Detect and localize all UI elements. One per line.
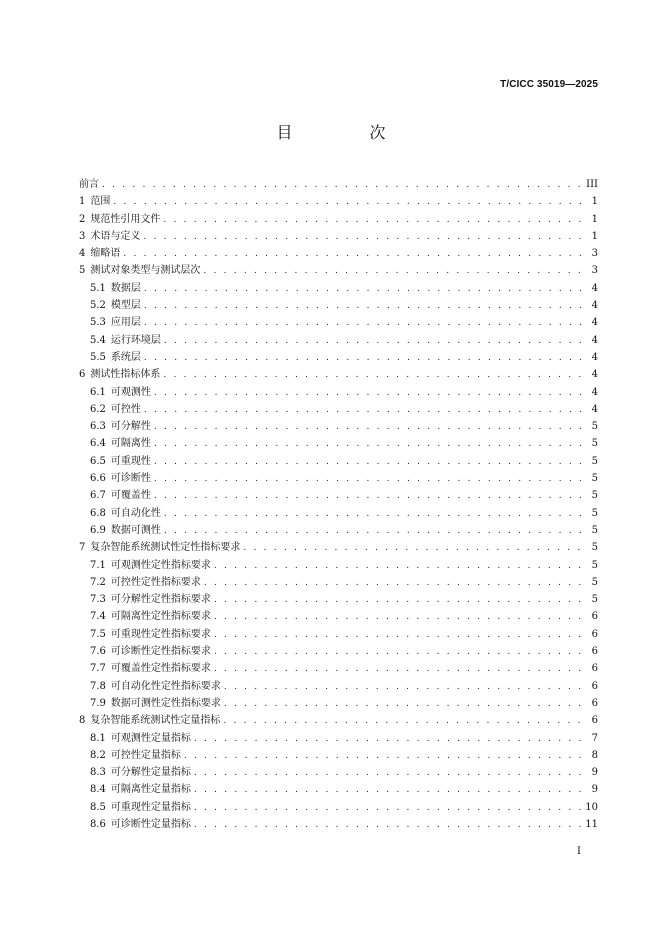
toc-entry-page: 4 bbox=[591, 334, 598, 346]
toc-entry-number: 7.5 bbox=[90, 628, 106, 640]
toc-entry-number: 5.1 bbox=[90, 282, 106, 294]
toc-entry-number: 6.9 bbox=[90, 524, 106, 536]
document-id: T/CICC 35019—2025 bbox=[500, 79, 598, 90]
toc-entry-page: III bbox=[586, 179, 598, 190]
toc-entry[interactable] bbox=[79, 418, 598, 435]
toc-entry-page: 10 bbox=[585, 801, 598, 813]
toc-entry[interactable] bbox=[79, 470, 598, 487]
toc-entry-label: 测试性指标体系 bbox=[90, 369, 161, 381]
dot-leader bbox=[194, 782, 587, 799]
toc-entry[interactable] bbox=[79, 712, 598, 729]
toc-entry-page: 4 bbox=[591, 351, 598, 363]
toc-entry[interactable] bbox=[79, 608, 598, 625]
toc-entry-page: 5 bbox=[591, 542, 598, 554]
toc-entry-page: 4 bbox=[591, 403, 598, 415]
toc-entry-label: 可分解性定量指标 bbox=[110, 767, 191, 779]
toc-entry-number: 6.7 bbox=[90, 490, 106, 502]
toc-entry[interactable] bbox=[79, 435, 598, 452]
toc-entry-page: 5 bbox=[591, 594, 598, 606]
toc-entry-label: 可观测性 bbox=[110, 386, 151, 398]
toc-entry-page: 5 bbox=[591, 524, 598, 536]
toc-entry-label: 缩略语 bbox=[90, 248, 121, 260]
dot-leader bbox=[123, 246, 587, 263]
toc-entry-number: 5.2 bbox=[90, 300, 106, 312]
toc-entry-label: 数据可测性定性指标要求 bbox=[110, 697, 221, 709]
toc-entry[interactable] bbox=[79, 314, 598, 331]
toc-entry-label: 运行环境层 bbox=[110, 334, 161, 346]
toc-entry-label: 规范性引用文件 bbox=[90, 213, 161, 225]
toc-entry-label: 系统层 bbox=[110, 351, 141, 363]
toc-entry-number: 6.3 bbox=[90, 421, 106, 433]
toc-entry[interactable] bbox=[79, 591, 598, 608]
toc-entry-number: 8.1 bbox=[90, 732, 106, 744]
toc-entry-label: 可隔离性定量指标 bbox=[110, 784, 191, 796]
toc-entry-number: 8 bbox=[79, 715, 86, 727]
dot-leader bbox=[102, 177, 583, 194]
toc-entry-label: 术语与定义 bbox=[90, 230, 141, 242]
toc-entry-label: 可重现性定量指标 bbox=[110, 801, 191, 813]
toc-entry[interactable] bbox=[79, 297, 598, 314]
toc-entry-number: 8.2 bbox=[90, 749, 106, 761]
toc-entry[interactable] bbox=[79, 781, 598, 798]
toc-entry[interactable] bbox=[79, 176, 598, 193]
toc-entry-label: 前言 bbox=[79, 179, 99, 190]
toc-entry-number: 8.4 bbox=[90, 784, 106, 796]
toc-entry-number: 7.2 bbox=[90, 576, 106, 588]
toc-entry-page: 1 bbox=[591, 196, 598, 208]
dot-leader bbox=[154, 436, 587, 453]
toc-entry-label: 数据层 bbox=[110, 282, 141, 294]
toc-entry[interactable] bbox=[79, 228, 598, 245]
dot-leader bbox=[144, 315, 587, 332]
toc-entry-number: 6.8 bbox=[90, 507, 106, 519]
toc-entry-page: 5 bbox=[591, 559, 598, 571]
toc-entry[interactable] bbox=[79, 332, 598, 349]
toc-entry[interactable] bbox=[79, 643, 598, 660]
toc-entry-page: 4 bbox=[591, 369, 598, 381]
toc-entry-label: 可自动化性 bbox=[110, 507, 161, 519]
dot-leader bbox=[214, 661, 587, 678]
toc-entry-page: 5 bbox=[591, 455, 598, 467]
dot-leader bbox=[143, 229, 587, 246]
toc-entry-page: 11 bbox=[585, 818, 598, 830]
toc-entry-page: 9 bbox=[591, 767, 598, 779]
toc-entry-number: 2 bbox=[79, 213, 86, 225]
toc-entry[interactable] bbox=[79, 747, 598, 764]
dot-leader bbox=[214, 627, 587, 644]
dot-leader bbox=[154, 385, 587, 402]
toc-entry-number: 1 bbox=[79, 196, 86, 208]
toc-entry-number: 7.4 bbox=[90, 611, 106, 623]
toc-entry-label: 数据可测性 bbox=[110, 524, 161, 536]
toc-entry-number: 6.2 bbox=[90, 403, 106, 415]
toc-entry[interactable] bbox=[79, 695, 598, 712]
toc-entry[interactable] bbox=[79, 453, 598, 470]
toc-entry-page: 6 bbox=[591, 680, 598, 692]
toc-entry-page: 1 bbox=[591, 230, 598, 242]
toc-entry[interactable] bbox=[79, 626, 598, 643]
toc-entry[interactable] bbox=[79, 505, 598, 522]
toc-entry-label: 应用层 bbox=[110, 317, 141, 329]
toc-entry-page: 4 bbox=[591, 282, 598, 294]
dot-leader bbox=[154, 419, 587, 436]
toc-entry[interactable] bbox=[79, 764, 598, 781]
toc-entry[interactable] bbox=[79, 401, 598, 418]
dot-leader bbox=[194, 731, 587, 748]
dot-leader bbox=[184, 748, 587, 765]
dot-leader bbox=[224, 679, 587, 696]
toc-entry-number: 7.8 bbox=[90, 680, 106, 692]
toc-entry-number: 6.5 bbox=[90, 455, 106, 467]
dot-leader bbox=[163, 367, 587, 384]
toc-entry-page: 5 bbox=[591, 473, 598, 485]
toc-entry-number: 8.5 bbox=[90, 801, 106, 813]
dot-leader bbox=[164, 506, 587, 523]
toc-entry-page: 9 bbox=[591, 784, 598, 796]
dot-leader bbox=[154, 488, 587, 505]
toc-entry-label: 可覆盖性 bbox=[110, 490, 151, 502]
page-title: 目 次 bbox=[276, 123, 422, 142]
toc-entry-page: 6 bbox=[591, 663, 598, 675]
toc-entry[interactable] bbox=[79, 799, 598, 816]
toc-entry-number: 4 bbox=[79, 248, 86, 260]
toc-entry-label: 可控性 bbox=[110, 403, 141, 415]
toc-entry-number: 5.5 bbox=[90, 351, 106, 363]
toc-entry-page: 4 bbox=[591, 300, 598, 312]
toc-entry-label: 可覆盖性定性指标要求 bbox=[110, 663, 211, 675]
dot-leader bbox=[214, 644, 587, 661]
toc-entry[interactable] bbox=[79, 280, 598, 297]
toc-entry-label: 范围 bbox=[90, 196, 111, 208]
dot-leader bbox=[224, 696, 587, 713]
toc-entry-page: 6 bbox=[591, 697, 598, 709]
toc-entry-number: 7.3 bbox=[90, 594, 106, 606]
toc-entry-label: 可隔离性 bbox=[110, 438, 151, 450]
dot-leader bbox=[194, 817, 582, 834]
toc-entry-page: 3 bbox=[591, 265, 598, 277]
toc-entry-number: 5.4 bbox=[90, 334, 106, 346]
dot-leader bbox=[144, 402, 587, 419]
dot-leader bbox=[164, 333, 587, 350]
dot-leader bbox=[144, 298, 587, 315]
toc-entry-page: 4 bbox=[591, 386, 598, 398]
toc-entry-label: 复杂智能系统测试性定性指标要求 bbox=[90, 542, 241, 554]
dot-leader bbox=[144, 350, 587, 367]
toc-entry-label: 可分解性定性指标要求 bbox=[110, 594, 211, 606]
dot-leader bbox=[214, 558, 587, 575]
toc-entry-number: 6 bbox=[79, 369, 86, 381]
toc-entry-label: 可重现性 bbox=[110, 455, 151, 467]
dot-leader bbox=[223, 713, 587, 730]
toc-entry-page: 5 bbox=[591, 438, 598, 450]
toc-entry-label: 可分解性 bbox=[110, 421, 151, 433]
toc-entry-page: 8 bbox=[591, 749, 598, 761]
toc-entry-number: 7.7 bbox=[90, 663, 106, 675]
toc-entry-page: 6 bbox=[591, 611, 598, 623]
dot-leader bbox=[144, 281, 587, 298]
toc-entry-label: 模型层 bbox=[110, 300, 141, 312]
toc-entry-page: 5 bbox=[591, 507, 598, 519]
toc-entry-number: 6.6 bbox=[90, 473, 106, 485]
toc-entry-page: 5 bbox=[591, 490, 598, 502]
toc-entry[interactable] bbox=[79, 678, 598, 695]
toc-entry-page: 4 bbox=[591, 317, 598, 329]
toc-entry-number: 5.3 bbox=[90, 317, 106, 329]
table-of-contents bbox=[79, 176, 598, 833]
dot-leader bbox=[243, 540, 587, 557]
toc-entry-number: 8.3 bbox=[90, 767, 106, 779]
toc-entry-label: 可控性定性指标要求 bbox=[110, 576, 201, 588]
toc-entry[interactable] bbox=[79, 522, 598, 539]
toc-entry[interactable] bbox=[79, 349, 598, 366]
toc-entry-number: 7.9 bbox=[90, 697, 106, 709]
dot-leader bbox=[194, 765, 587, 782]
toc-entry[interactable] bbox=[79, 660, 598, 677]
toc-entry-number: 3 bbox=[79, 230, 86, 242]
toc-entry[interactable] bbox=[79, 193, 598, 210]
toc-entry-label: 复杂智能系统测试性定量指标 bbox=[90, 715, 221, 727]
toc-entry-label: 可控性定量指标 bbox=[110, 749, 181, 761]
toc-entry-number: 8.6 bbox=[90, 818, 106, 830]
dot-leader bbox=[214, 609, 587, 626]
toc-entry-label: 可重现性定性指标要求 bbox=[110, 628, 211, 640]
toc-entry-label: 可观测性定量指标 bbox=[110, 732, 191, 744]
toc-entry[interactable] bbox=[79, 557, 598, 574]
dot-leader bbox=[214, 592, 587, 609]
toc-entry[interactable] bbox=[79, 816, 598, 833]
toc-entry[interactable] bbox=[79, 262, 598, 279]
toc-entry-page: 6 bbox=[591, 646, 598, 658]
toc-entry[interactable] bbox=[79, 384, 598, 401]
toc-entry-page: 5 bbox=[591, 576, 598, 588]
toc-entry-label: 可诊断性定量指标 bbox=[110, 818, 191, 830]
toc-entry[interactable] bbox=[79, 730, 598, 747]
toc-entry[interactable] bbox=[79, 211, 598, 228]
toc-entry-number: 5 bbox=[79, 265, 86, 277]
toc-entry-page: 6 bbox=[591, 628, 598, 640]
dot-leader bbox=[194, 800, 582, 817]
toc-entry[interactable] bbox=[79, 487, 598, 504]
toc-entry-label: 可观测性定性指标要求 bbox=[110, 559, 211, 571]
dot-leader bbox=[154, 454, 587, 471]
toc-entry-page: 3 bbox=[591, 248, 598, 260]
toc-entry-number: 7 bbox=[79, 542, 86, 554]
toc-entry[interactable] bbox=[79, 245, 598, 262]
dot-leader bbox=[203, 263, 587, 280]
dot-leader bbox=[113, 194, 587, 211]
toc-entry[interactable] bbox=[79, 366, 598, 383]
toc-entry-number: 7.1 bbox=[90, 559, 106, 571]
toc-entry[interactable] bbox=[79, 574, 598, 591]
toc-entry-page: 5 bbox=[591, 421, 598, 433]
toc-entry[interactable] bbox=[79, 539, 598, 556]
toc-entry-page: 1 bbox=[591, 213, 598, 225]
toc-entry-label: 测试对象类型与测试层次 bbox=[90, 265, 201, 277]
dot-leader bbox=[163, 212, 587, 229]
toc-entry-page: 7 bbox=[591, 732, 598, 744]
page-number: I bbox=[577, 846, 581, 857]
toc-entry-label: 可诊断性 bbox=[110, 473, 151, 485]
dot-leader bbox=[204, 575, 587, 592]
toc-entry-label: 可隔离性定性指标要求 bbox=[110, 611, 211, 623]
toc-entry-label: 可自动化性定性指标要求 bbox=[110, 680, 221, 692]
toc-entry-number: 6.1 bbox=[90, 386, 106, 398]
toc-entry-label: 可诊断性定性指标要求 bbox=[110, 646, 211, 658]
dot-leader bbox=[154, 471, 587, 488]
toc-entry-number: 7.6 bbox=[90, 646, 106, 658]
toc-entry-page: 6 bbox=[591, 715, 598, 727]
toc-entry-number: 6.4 bbox=[90, 438, 106, 450]
dot-leader bbox=[164, 523, 587, 540]
